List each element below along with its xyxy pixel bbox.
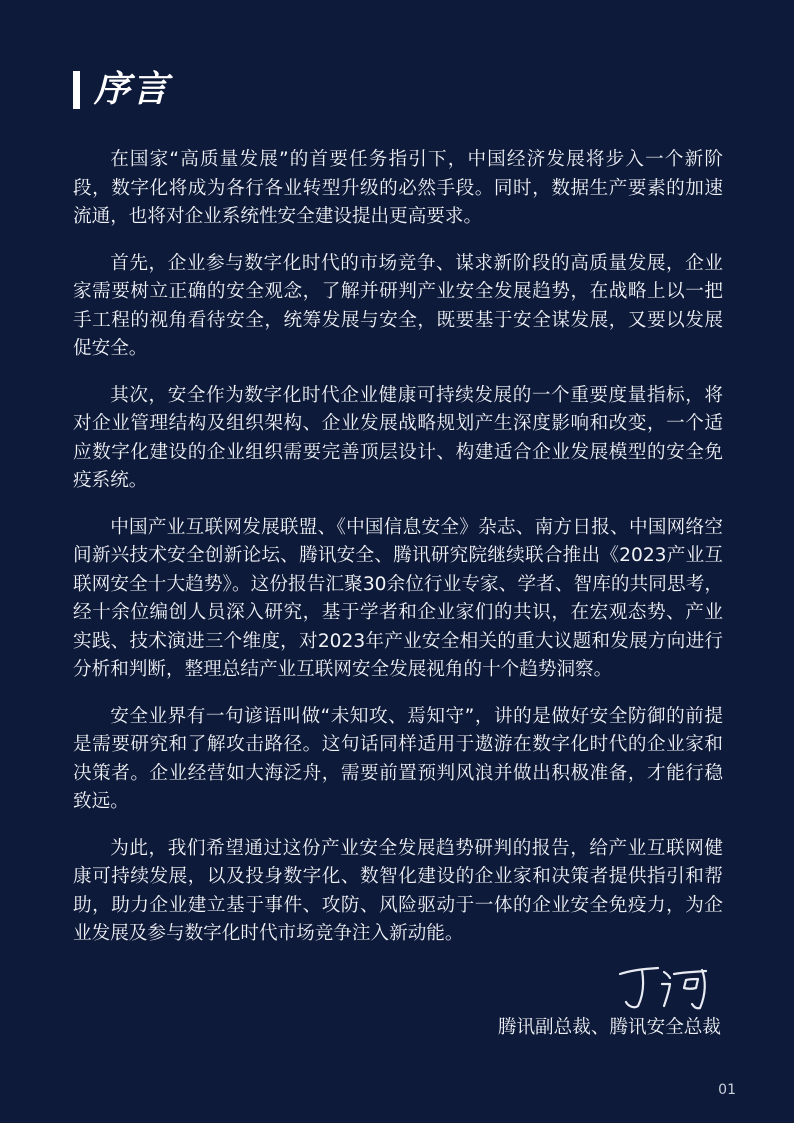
paragraph-4: 中国产业互联网发展联盟、《中国信息安全》杂志、南方日报、中国网络空间新兴技术安全创新论坛、腾讯安全、腾讯研究院继续联合推出《2023产业互联网安全十大趋势》。这份报告汇聚30余位行业专家、学者、智库的共同思考，经十余位编创人员深入研究，基于学者和企业家们的共识，在宏观态势、产业实践、技术演进三个维度，对2023年产业安全相关的重大议题和发展方向进行分析和判断，整理总结产业互联网安全发展视角的十个趋势洞察。 bbox=[73, 516, 723, 680]
paragraph-1: 在国家“高质量发展”的首要任务指引下，中国经济发展将步入一个新阶段，数字化将成为各行各业转型升级的必然手段。同时，数据生产要素的加速流通，也将对企业系统性安全建设提出更高要求。 bbox=[73, 149, 723, 227]
page-number: 01 bbox=[718, 1082, 736, 1098]
handwritten-signature bbox=[614, 962, 724, 1012]
page-title: 序言 bbox=[94, 69, 171, 110]
section-header bbox=[73, 68, 170, 112]
paragraph-5: 安全业界有一句谚语叫做“未知攻、焉知守”，讲的是做好安全防御的前提是需要研究和了解攻击路径。这句话同样适用于遨游在数字化时代的企业家和决策者。企业经营如大海泛舟，需要前置预判风浪并做出积极准备，才能行稳致远。 bbox=[73, 705, 723, 812]
paragraph-2: 首先，企业参与数字化时代的市场竞争、谋求新阶段的高质量发展，企业家需要树立正确的安全观念，了解并研判产业安全发展趋势，在战略上以一把手工程的视角看待安全，统筹发展与安全，既要基于安全谋发展，又要以发展促安全。 bbox=[73, 252, 723, 359]
preface-body bbox=[73, 146, 723, 967]
title-accent-bar bbox=[73, 71, 80, 109]
paragraph-3: 其次，安全作为数字化时代企业健康可持续发展的一个重要度量指标，将对企业管理结构及组织架构、企业发展战略规划产生深度影响和改变，一个适应数字化建设的企业组织需要完善顶层设计、构建适合企业发展模型的安全免疫系统。 bbox=[73, 384, 723, 491]
signer-title: 腾讯副总裁、腾讯安全总裁 bbox=[497, 1017, 721, 1038]
paragraph-6: 为此，我们希望通过这份产业安全发展趋势研判的报告，给产业互联网健康可持续发展，以及投身数字化、数智化建设的企业家和决策者提供指引和帮助，助力企业建立基于事件、攻防、风险驱动于一体的企业安全免疫力，为企业发展及参与数字化时代市场竞争注入新动能。 bbox=[73, 837, 723, 944]
